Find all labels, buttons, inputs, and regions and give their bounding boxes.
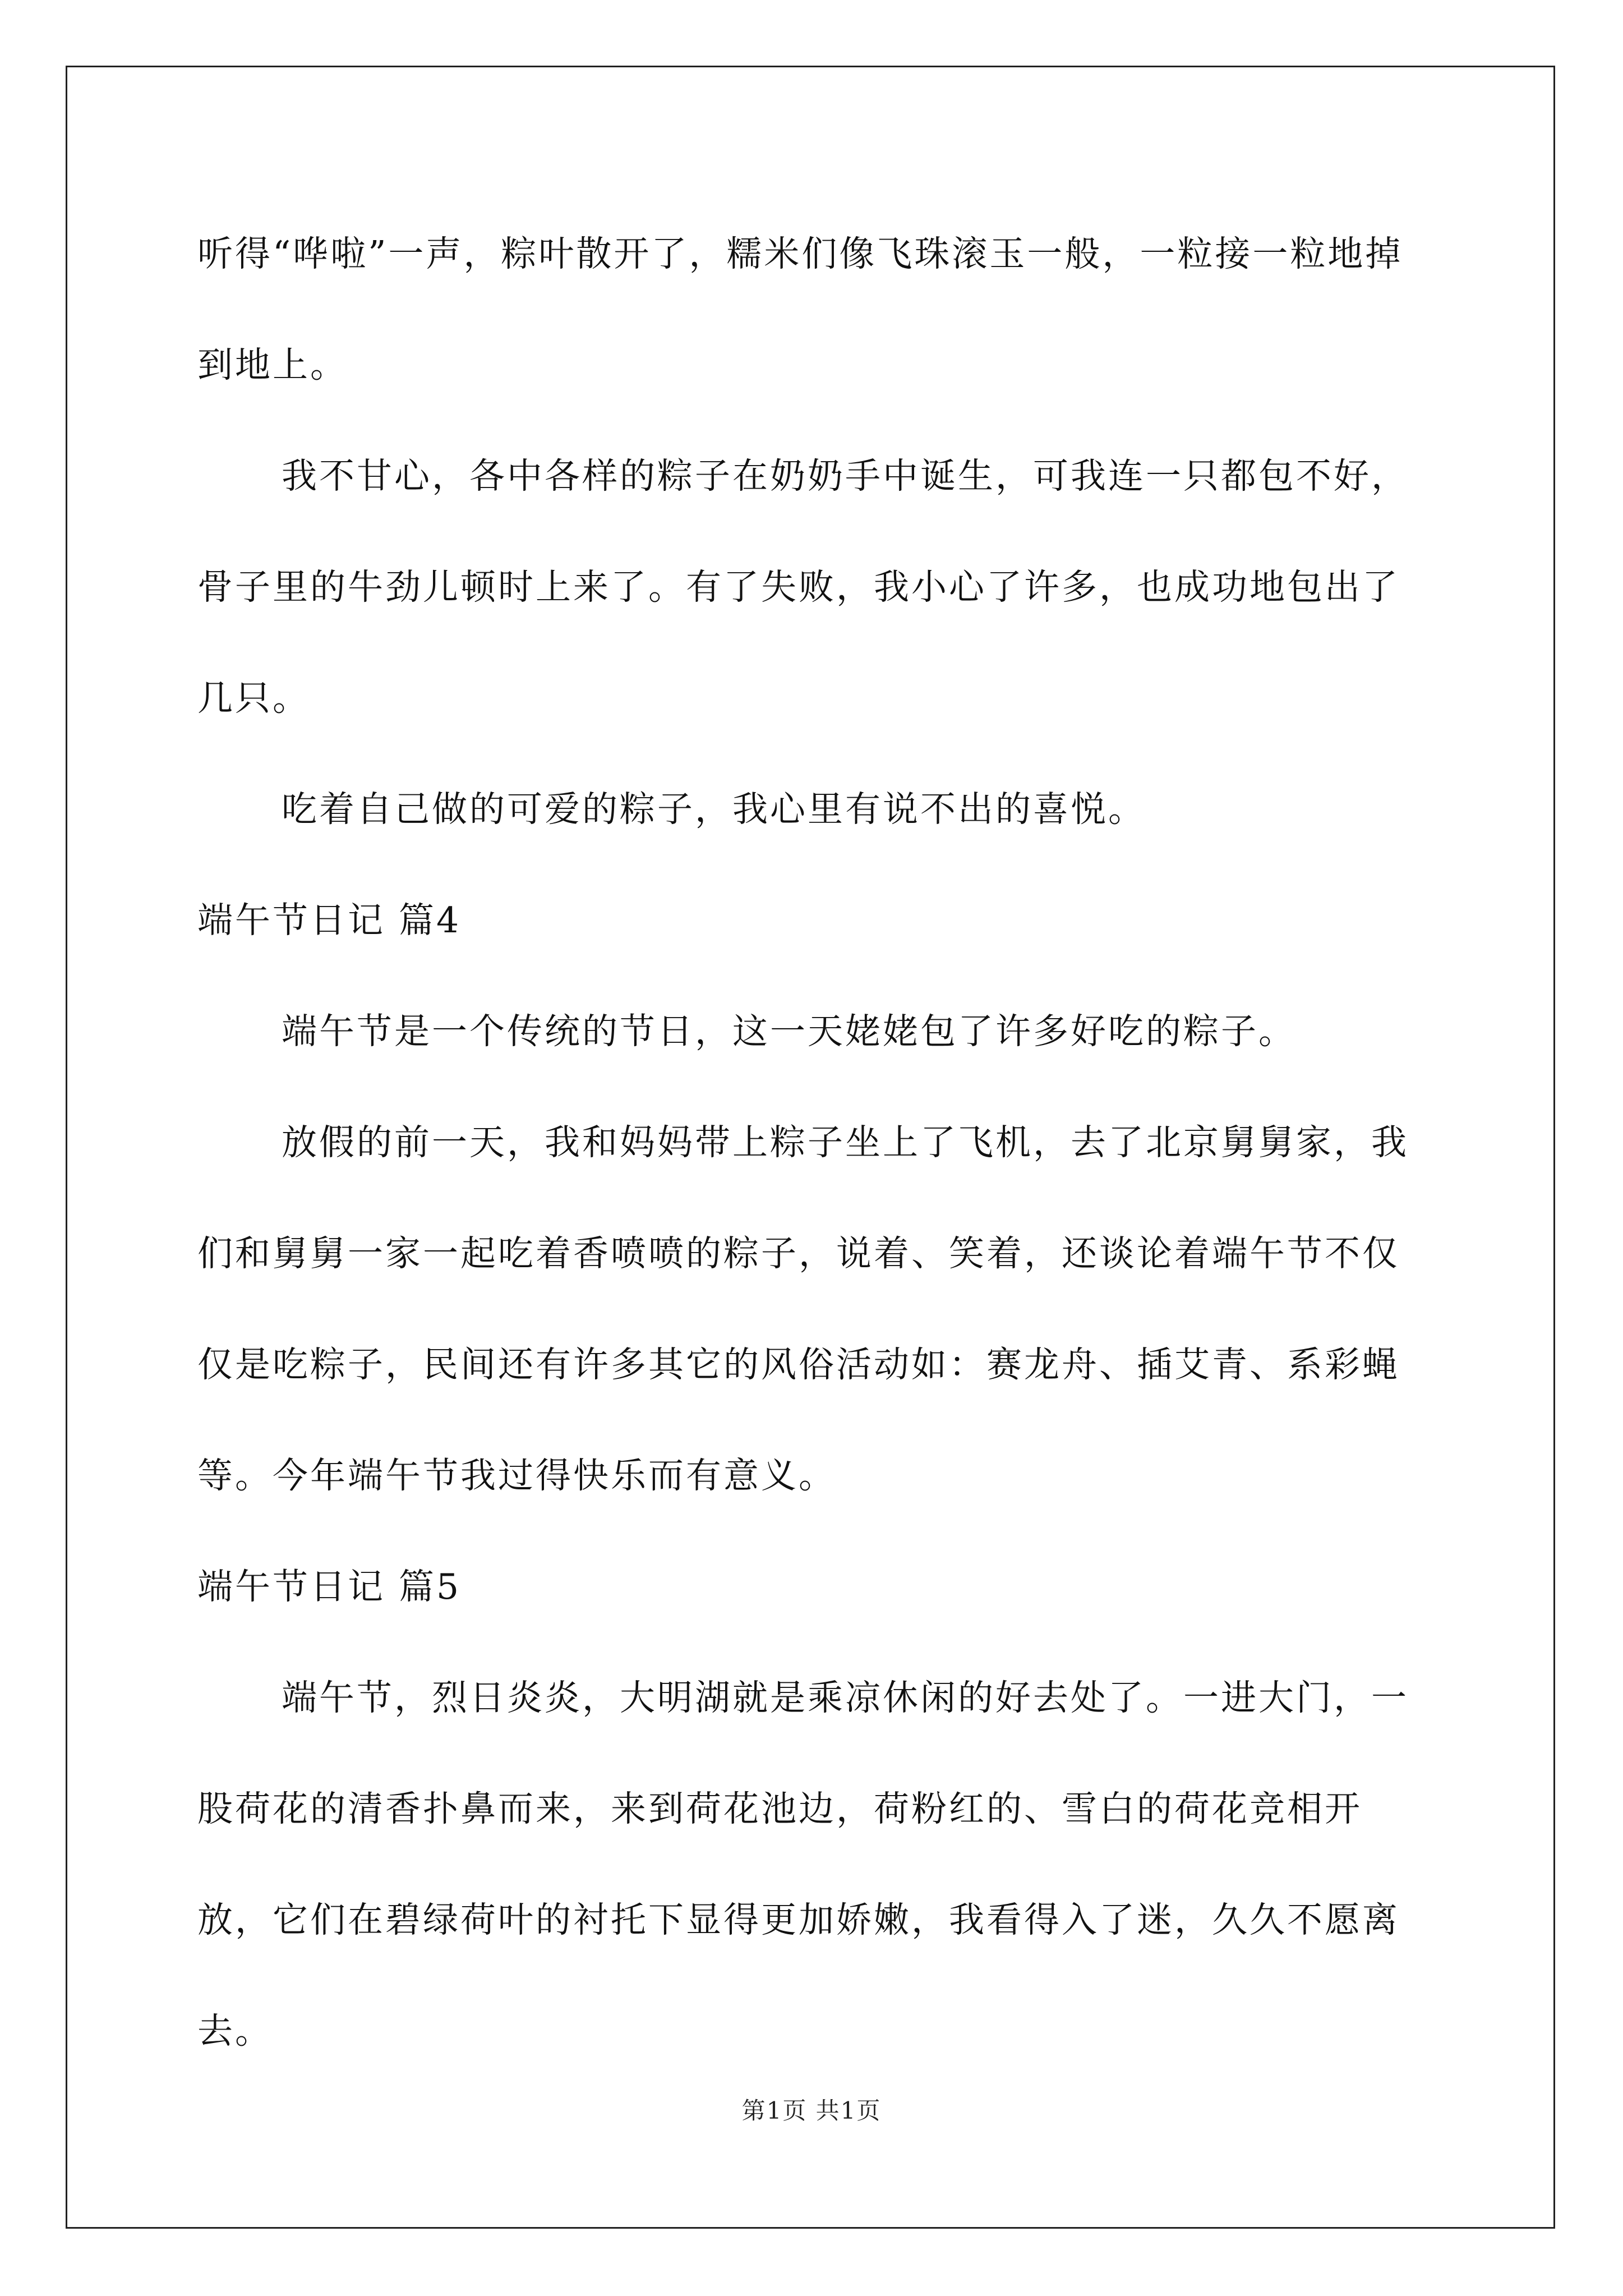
document-body bbox=[197, 199, 1431, 2087]
paragraph-5: 放假的前一天，我和妈妈带上粽子坐上了飞机，去了北京舅舅家，我们和舅舅一家一起吃着香喷喷的粽子，说着、笑着，还谈论着端午节不仅仅是吃粽子，民间还有许多其它的风俗活动如：赛龙舟、插艾青、系彩蝇等。今年端午节我过得快乐而有意义。 bbox=[197, 1122, 1409, 1496]
paragraph-2: 我不甘心，各中各样的粽子在奶奶手中诞生，可我连一只都包不好，骨子里的牛劲儿顿时上来了。有了失败，我小心了许多，也成功地包出了几只。 bbox=[197, 455, 1409, 719]
section-heading-4: 端午节日记 篇4 bbox=[197, 900, 462, 941]
paragraph-1: 听得“哗啦”一声，粽叶散开了，糯米们像飞珠滚玉一般，一粒接一粒地掉到地上。 bbox=[197, 233, 1403, 385]
paragraph-6: 端午节，烈日炎炎，大明湖就是乘凉休闲的好去处了。一进大门，一股荷花的清香扑鼻而来，来到荷花池边，荷粉红的、雪白的荷花竞相开放，它们在碧绿荷叶的衬托下显得更加娇嫩，我看得入了迷，久久不愿离去。 bbox=[197, 1677, 1409, 2051]
paragraph-3: 吃着自己做的可爱的粽子，我心里有说不出的喜悦。 bbox=[282, 789, 1146, 830]
paragraph-4: 端午节是一个传统的节日，这一天姥姥包了许多好吃的粽子。 bbox=[282, 1011, 1296, 1052]
section-heading-5: 端午节日记 篇5 bbox=[197, 1566, 462, 1607]
page-footer: 第1页 共1页 bbox=[741, 2097, 882, 2124]
